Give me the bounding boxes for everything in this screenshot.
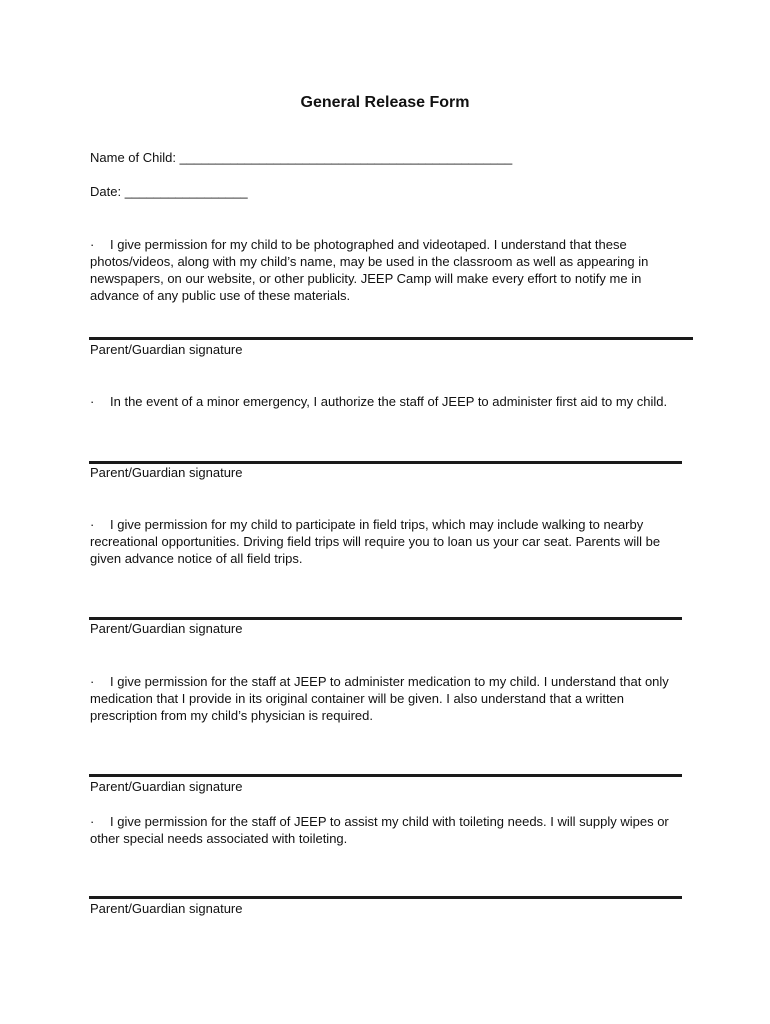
photo-permission-paragraph [90, 236, 690, 304]
signature-label: Parent/Guardian signature [90, 779, 243, 794]
date-field [90, 184, 248, 199]
signature-line[interactable] [89, 774, 682, 777]
bullet-marker: · [90, 394, 95, 409]
child-name-label: Name of Child: [90, 150, 180, 165]
signature-line[interactable] [89, 337, 693, 340]
toileting-paragraph [90, 813, 690, 847]
date-label: Date: [90, 184, 125, 199]
signature-label: Parent/Guardian signature [90, 901, 243, 916]
toileting-text: I give permission for the staff of JEEP to assist my child with toileting needs. I will supply wipes or other special needs associated with toileting. [90, 814, 669, 846]
signature-label: Parent/Guardian signature [90, 621, 243, 636]
child-name-field [90, 150, 512, 165]
first-aid-paragraph [90, 393, 690, 410]
first-aid-text: In the event of a minor emergency, I authorize the staff of JEEP to administer first aid to my child. [110, 394, 668, 409]
signature-line[interactable] [89, 896, 682, 899]
signature-line[interactable] [89, 617, 682, 620]
bullet-marker: · [90, 814, 95, 829]
date-blank[interactable]: _________________ [124, 184, 248, 199]
field-trips-paragraph [90, 516, 690, 567]
form-title: General Release Form [300, 94, 470, 111]
bullet-marker: · [90, 674, 95, 689]
signature-label: Parent/Guardian signature [90, 342, 243, 357]
signature-line[interactable] [89, 461, 682, 464]
child-name-blank[interactable]: ______________________________________________ [179, 150, 513, 165]
bullet-marker: · [90, 517, 95, 532]
signature-label: Parent/Guardian signature [90, 465, 243, 480]
field-trips-text: I give permission for my child to participate in field trips, which may include walking to nearby recreational opportunities. Driving field trips will require you to loan us your car seat. Parents will be given advance notice of all field trips. [90, 517, 661, 566]
bullet-marker: · [90, 237, 95, 252]
photo-permission-text: I give permission for my child to be photographed and videotaped. I understand that these photos/videos, along with my child’s name, may be used in the classroom as well as appearing in newspapers, on our website, or other publicity. JEEP Camp will make every effort to notify me in advance of any public use of these materials. [90, 237, 649, 303]
medication-text: I give permission for the staff at JEEP to administer medication to my child. I understand that only medication that I provide in its original container will be given. I also understand that a written prescription from my child’s physician is required. [90, 674, 669, 723]
medication-paragraph [90, 673, 690, 724]
